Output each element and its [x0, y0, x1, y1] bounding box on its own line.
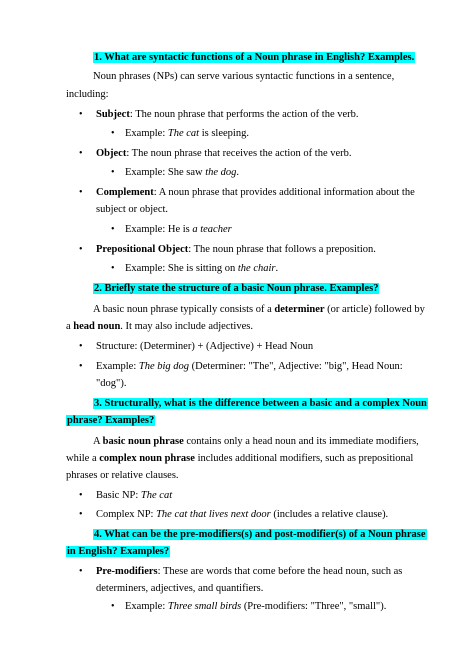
q1-intro-line-2: including:: [66, 89, 109, 100]
question-3-heading-line-2: [66, 414, 155, 427]
q1-intro-line-1: Noun phrases (NPs) can serve various syntactic functions in a sentence,: [93, 71, 395, 82]
q3-paragraph-line-3: phrases or relative clauses.: [66, 470, 179, 481]
q2-paragraph-line-2: a head noun. It may also include adjectives.: [66, 321, 253, 332]
question-4-highlight-cont: in English? Examples?: [67, 546, 170, 557]
example-complement: Example: He is a teacher: [125, 224, 232, 235]
q4-pre-modifiers-item-cont: determiners, adjectives, and quantifiers.: [96, 583, 264, 594]
sub-bullet-marker: •: [111, 263, 115, 274]
question-2-highlight: 2. Briefly state the structure of a basic Noun phrase. Examples?: [94, 283, 379, 294]
question-3-highlight-cont: phrase? Examples?: [67, 415, 155, 426]
sub-bullet-marker: •: [111, 167, 115, 178]
bullet-marker: •: [79, 244, 83, 255]
list-item-prepositional-object: Prepositional Object: The noun phrase that follows a preposition.: [96, 244, 376, 255]
question-4-heading-line-1: [93, 528, 427, 541]
question-4-heading-line-2: [66, 545, 170, 558]
list-item-complement: Complement: A noun phrase that provides additional information about the: [96, 187, 415, 198]
q3-complex-np-item: Complex NP: The cat that lives next door (includes a relative clause).: [96, 509, 389, 520]
q3-paragraph-line-2: while a complex noun phrase includes additional modifiers, such as prepositional: [66, 453, 414, 464]
bullet-marker: •: [79, 566, 83, 577]
q2-structure-item: Structure: (Determiner) + (Adjective) + Head Noun: [96, 341, 314, 352]
list-item-complement-cont: subject or object.: [96, 204, 169, 215]
sub-bullet-marker: •: [111, 601, 115, 612]
example-pre-modifiers: Example: Three small birds (Pre-modifiers: "Three", "small").: [125, 601, 387, 612]
q4-pre-modifiers-item: Pre-modifiers: These are words that come before the head noun, such as: [96, 566, 403, 577]
q2-example-item-cont: "dog").: [96, 378, 127, 389]
sub-bullet-marker: •: [111, 128, 115, 139]
example-subject: Example: The cat is sleeping.: [125, 128, 249, 139]
question-1-highlight: 1. What are syntactic functions of a Noun phrase in English? Examples.: [94, 52, 415, 63]
question-2-heading: [93, 282, 379, 295]
bullet-marker: •: [79, 490, 83, 501]
q2-example-item: Example: The big dog (Determiner: "The", Adjective: "big", Head Noun:: [96, 361, 403, 372]
bullet-marker: •: [79, 361, 83, 372]
bullet-marker: •: [79, 187, 83, 198]
bullet-marker: •: [79, 109, 83, 120]
example-object: Example: She saw the dog.: [125, 167, 240, 178]
sub-bullet-marker: •: [111, 224, 115, 235]
q3-basic-np-item: Basic NP: The cat: [96, 490, 173, 501]
bullet-marker: •: [79, 148, 83, 159]
question-3-highlight: 3. Structurally, what is the difference between a basic and a complex Noun: [94, 398, 427, 409]
q2-paragraph-line-1: A basic noun phrase typically consists of a determiner (or article) followed by: [93, 304, 425, 315]
example-prepositional-object: Example: She is sitting on the chair.: [125, 263, 279, 274]
q3-paragraph-line-1: A basic noun phrase contains only a head noun and its immediate modifiers,: [93, 436, 419, 447]
question-1-heading: [93, 51, 415, 64]
bullet-marker: •: [79, 341, 83, 352]
question-4-highlight: 4. What can be the pre-modifiers(s) and post-modifier(s) of a Noun phrase: [94, 529, 426, 540]
bullet-marker: •: [79, 509, 83, 520]
list-item-object: Object: The noun phrase that receives the action of the verb.: [96, 148, 352, 159]
question-3-heading-line-1: [93, 397, 428, 410]
list-item-subject: Subject: The noun phrase that performs the action of the verb.: [96, 109, 359, 120]
